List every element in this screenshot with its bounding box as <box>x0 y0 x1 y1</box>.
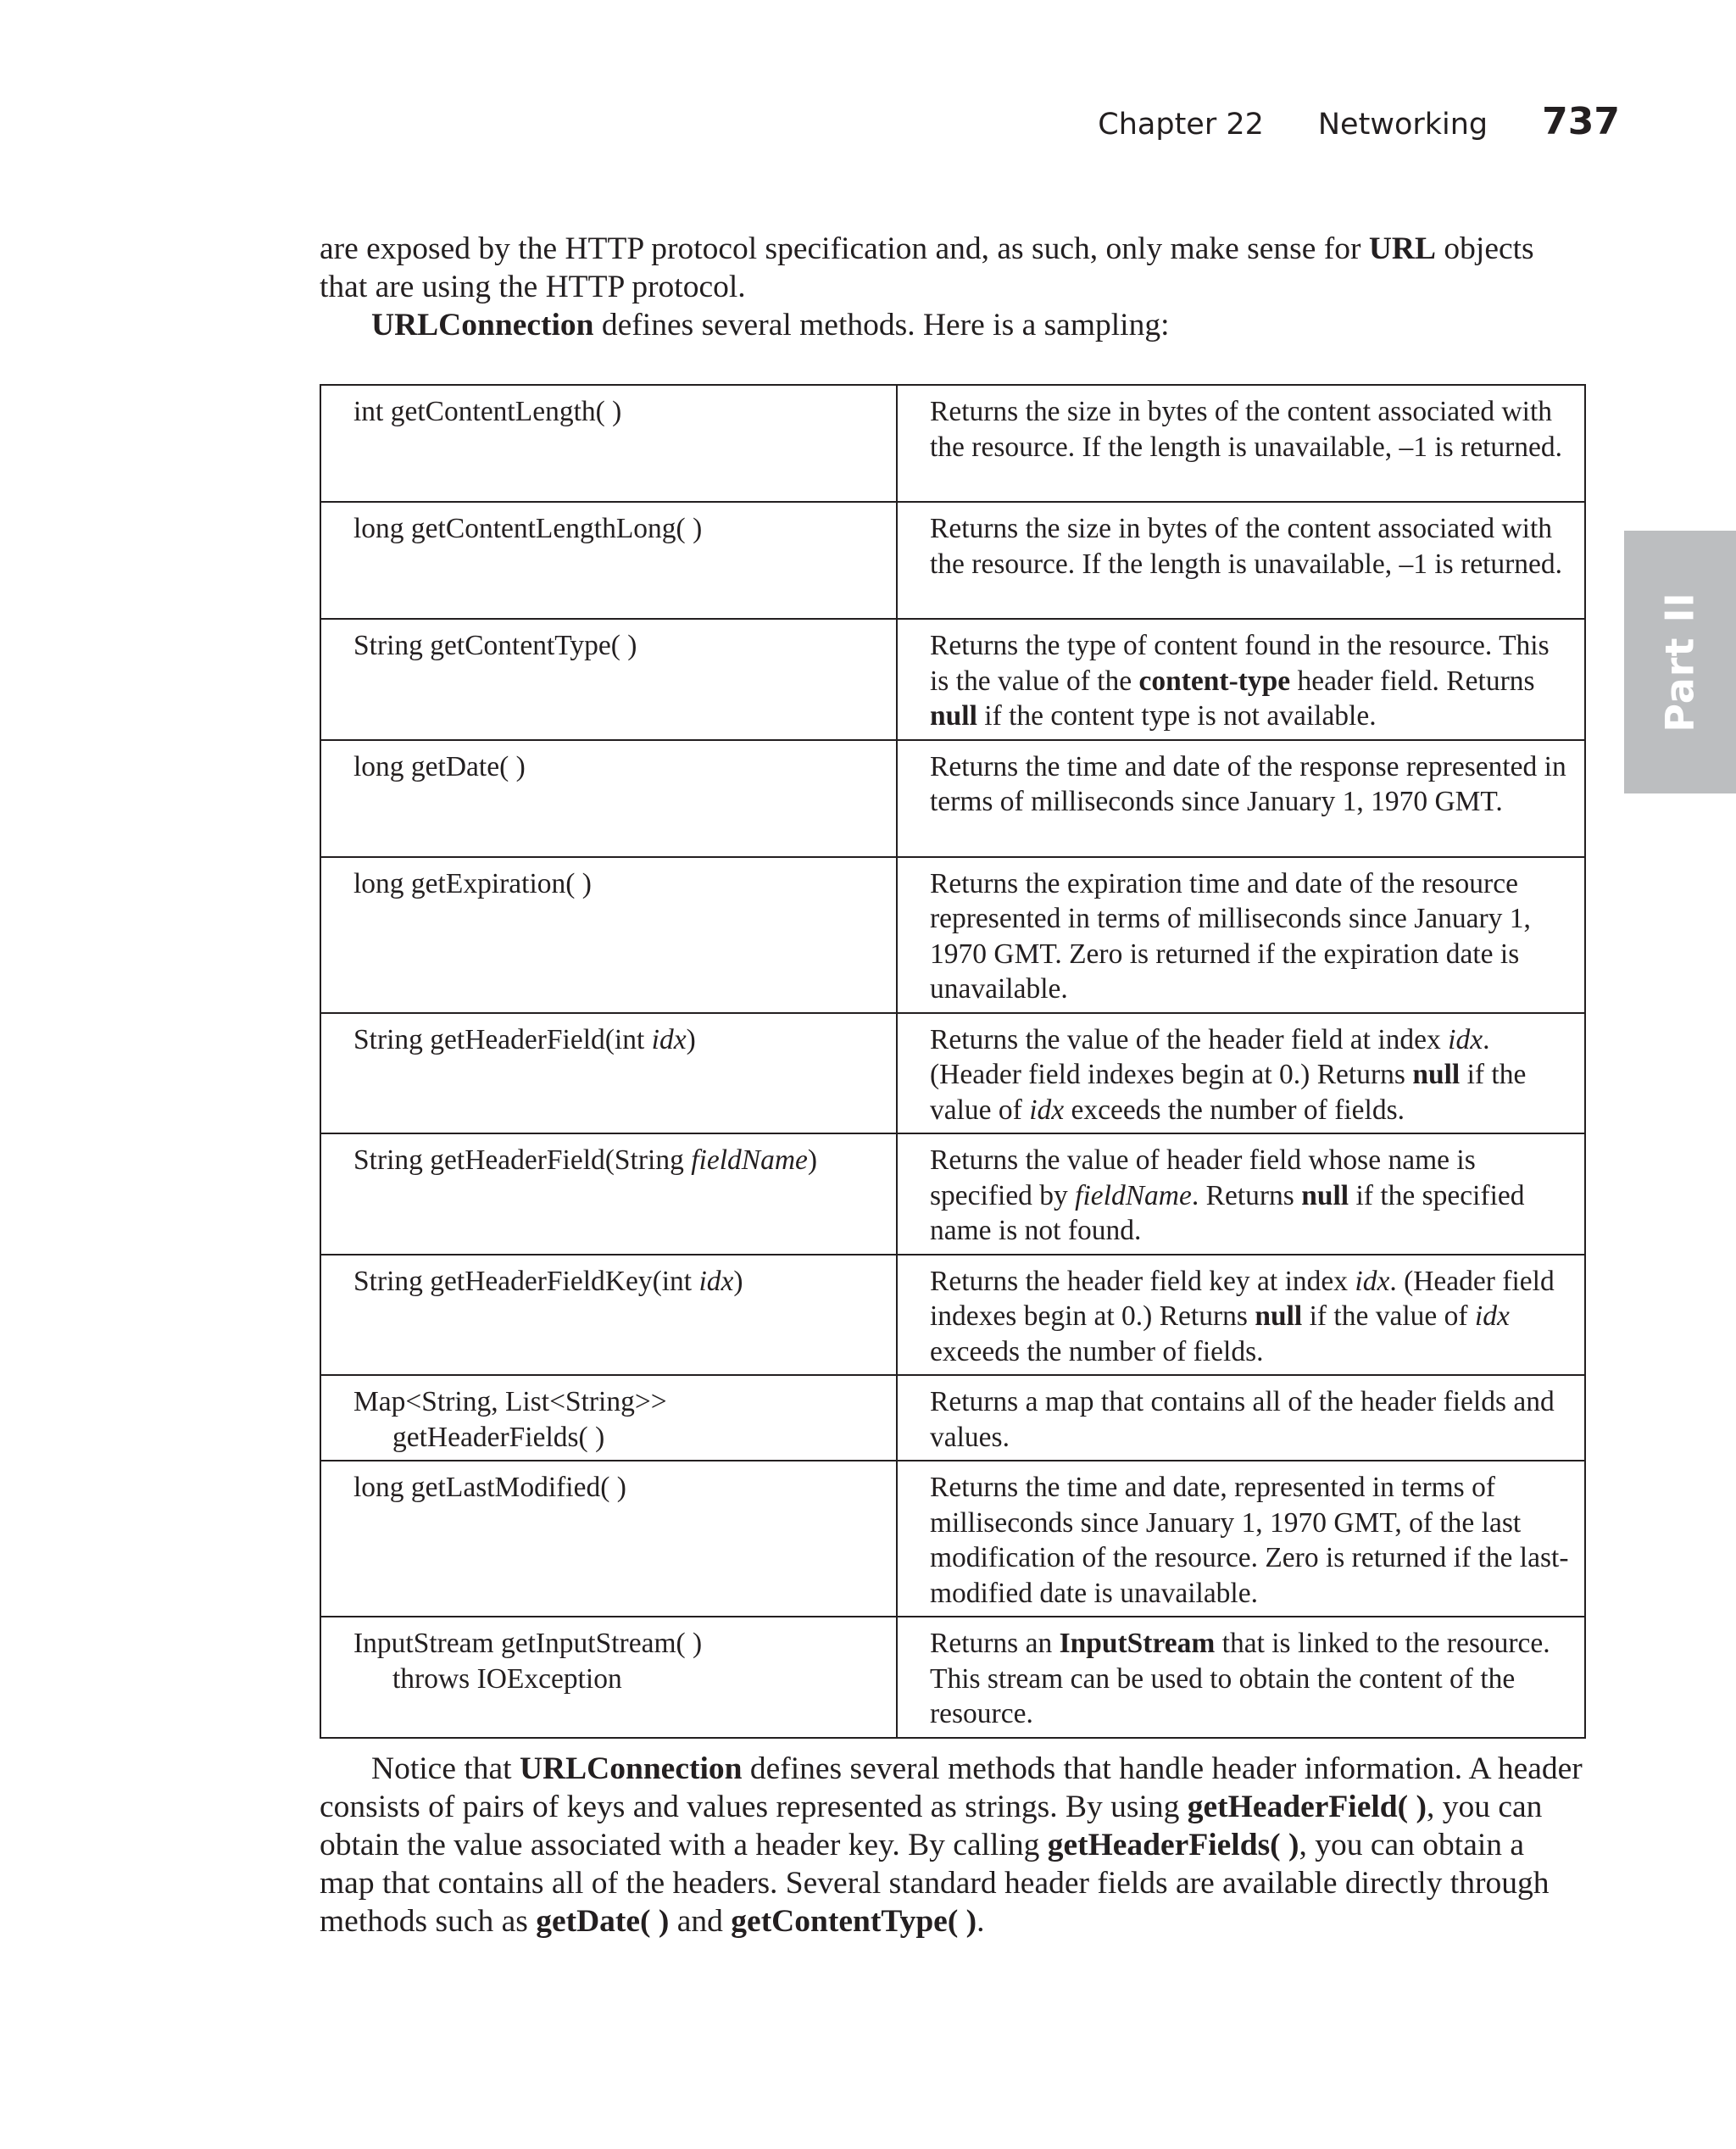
table-row <box>320 385 1585 502</box>
method-signature: long getContentLengthLong( ) <box>320 502 897 619</box>
text-run: if the content type is not available. <box>976 700 1377 732</box>
text-run: if the value of <box>930 1059 1527 1126</box>
method-description <box>897 1255 1585 1376</box>
outro-text <box>320 1750 1586 1940</box>
method-description: Returns a map that contains all of the header fields and values. <box>897 1375 1585 1461</box>
param-name: idx <box>1474 1300 1510 1332</box>
param-name: idx <box>1029 1094 1065 1126</box>
text-run: defines several methods. Here is a sampling: <box>593 308 1170 342</box>
intro-paragraph-2 <box>320 306 1586 344</box>
text-run: String getHeaderFieldKey(int <box>353 1265 699 1297</box>
table-row <box>320 1013 1585 1134</box>
text-run: Notice that <box>371 1751 520 1786</box>
text-run: ) <box>807 1144 818 1176</box>
code-term: null <box>1255 1300 1303 1332</box>
method-signature: long getLastModified( ) <box>320 1461 897 1617</box>
code-term: getHeaderFields( ) <box>1047 1828 1299 1862</box>
text-run: , you can obtain a map that contains all of the headers. Several standard header fields are available directly through methods such as <box>320 1828 1550 1939</box>
text-run: . <box>976 1904 985 1939</box>
method-description <box>897 1133 1585 1255</box>
code-term: null <box>1412 1059 1461 1090</box>
table-row <box>320 1617 1585 1738</box>
signature-continuation: getHeaderFields( ) <box>392 1421 605 1453</box>
text-run: defines several methods that handle header information. A header consists of pairs of keys and values represented as strings. By using <box>320 1751 1583 1824</box>
param-name: idx <box>651 1023 687 1055</box>
table-row <box>320 857 1585 1013</box>
code-term: URL <box>1368 231 1437 266</box>
code-term: URLConnection <box>371 308 594 342</box>
methods-table <box>320 384 1586 1739</box>
code-term: InputStream <box>1059 1628 1216 1659</box>
method-signature <box>320 1133 897 1255</box>
intro-text <box>320 230 1586 344</box>
chapter-label: Chapter 22 <box>1098 108 1264 142</box>
text-run: and <box>669 1904 732 1939</box>
text-run: if the specified name is not found. <box>930 1179 1525 1246</box>
text-run: . (Header field indexes begin at 0.) Returns <box>930 1265 1555 1332</box>
code-term: content-type <box>1138 665 1291 697</box>
method-description <box>897 619 1585 740</box>
table-row <box>320 619 1585 740</box>
param-name: idx <box>1355 1265 1390 1297</box>
method-signature: int getContentLength( ) <box>320 385 897 502</box>
param-name: idx <box>698 1265 734 1297</box>
running-head <box>1098 100 1620 143</box>
page-number: 737 <box>1542 100 1620 143</box>
text-run: if the value of <box>1302 1300 1475 1332</box>
method-description: Returns the time and date, represented in terms of milliseconds since January 1, 1970 GMT, of the last modification of the resource. Zero is returned if the last-modified date is unavailable. <box>897 1461 1585 1617</box>
text-run: Returns the value of header field whose name is specified by <box>930 1144 1476 1211</box>
table-row <box>320 1461 1585 1617</box>
code-term: getHeaderField( ) <box>1187 1790 1427 1824</box>
code-term: getContentType( ) <box>731 1904 977 1939</box>
param-name: idx <box>1448 1023 1483 1055</box>
method-signature <box>320 1255 897 1376</box>
code-term: null <box>930 700 977 732</box>
text-run: that is linked to the resource. This stream can be used to obtain the content of the resource. <box>930 1628 1550 1729</box>
method-signature: long getExpiration( ) <box>320 857 897 1013</box>
outro-paragraph <box>320 1750 1586 1940</box>
text-run: . Returns <box>1191 1179 1302 1211</box>
text-run: Returns an <box>930 1628 1060 1659</box>
text-run: Returns the value of the header field at index <box>930 1023 1449 1055</box>
section-label: Networking <box>1317 108 1488 142</box>
method-description: Returns the size in bytes of the content associated with the resource. If the length is unavailable, –1 is returned. <box>897 502 1585 619</box>
intro-paragraph-1 <box>320 230 1586 306</box>
table-row <box>320 740 1585 857</box>
param-name: fieldName <box>691 1144 808 1176</box>
text-run: Returns the type of content found in the resource. This is the value of the <box>930 630 1550 697</box>
text-run: ) <box>686 1023 696 1055</box>
method-description <box>897 1617 1585 1738</box>
method-signature <box>320 1375 897 1461</box>
text-run: exceeds the number of fields. <box>930 1335 1264 1367</box>
table-row <box>320 502 1585 619</box>
text-run: are exposed by the HTTP protocol specification and, as such, only make sense for <box>320 231 1369 266</box>
method-description: Returns the time and date of the response represented in terms of milliseconds since January 1, 1970 GMT. <box>897 740 1585 857</box>
text-run: Returns the header field key at index <box>930 1265 1355 1297</box>
signature-line: Map<String, List<String>> <box>353 1386 667 1417</box>
text-run: objects that are using the HTTP protocol. <box>320 231 1534 304</box>
code-term: getDate( ) <box>536 1904 670 1939</box>
part-tab-label: Part II <box>1657 592 1704 732</box>
code-term: null <box>1301 1179 1349 1211</box>
text-run: header field. Returns <box>1290 665 1535 697</box>
method-signature: String getContentType( ) <box>320 619 897 740</box>
method-description <box>897 1013 1585 1134</box>
method-signature <box>320 1013 897 1134</box>
table-row <box>320 1255 1585 1376</box>
method-description: Returns the expiration time and date of the resource represented in terms of milliseconds since January 1, 1970 GMT. Zero is returned if the expiration date is unavailable. <box>897 857 1585 1013</box>
method-signature <box>320 1617 897 1738</box>
text-run: exceeds the number of fields. <box>1064 1094 1405 1126</box>
part-tab <box>1624 531 1736 793</box>
text-run: String getHeaderField(String <box>353 1144 692 1176</box>
signature-line: InputStream getInputStream( ) <box>353 1628 703 1659</box>
text-run: . (Header field indexes begin at 0.) Returns <box>930 1023 1490 1090</box>
code-term: URLConnection <box>519 1751 743 1786</box>
table-row <box>320 1375 1585 1461</box>
param-name: fieldName <box>1075 1179 1192 1211</box>
method-signature: long getDate( ) <box>320 740 897 857</box>
table-row <box>320 1133 1585 1255</box>
text-run: String getHeaderField(int <box>353 1023 652 1055</box>
signature-continuation: throws IOException <box>392 1662 622 1695</box>
text-run: , you can obtain the value associated with a header key. By calling <box>320 1790 1543 1862</box>
text-run: ) <box>733 1265 743 1297</box>
method-description: Returns the size in bytes of the content associated with the resource. If the length is unavailable, –1 is returned. <box>897 385 1585 502</box>
